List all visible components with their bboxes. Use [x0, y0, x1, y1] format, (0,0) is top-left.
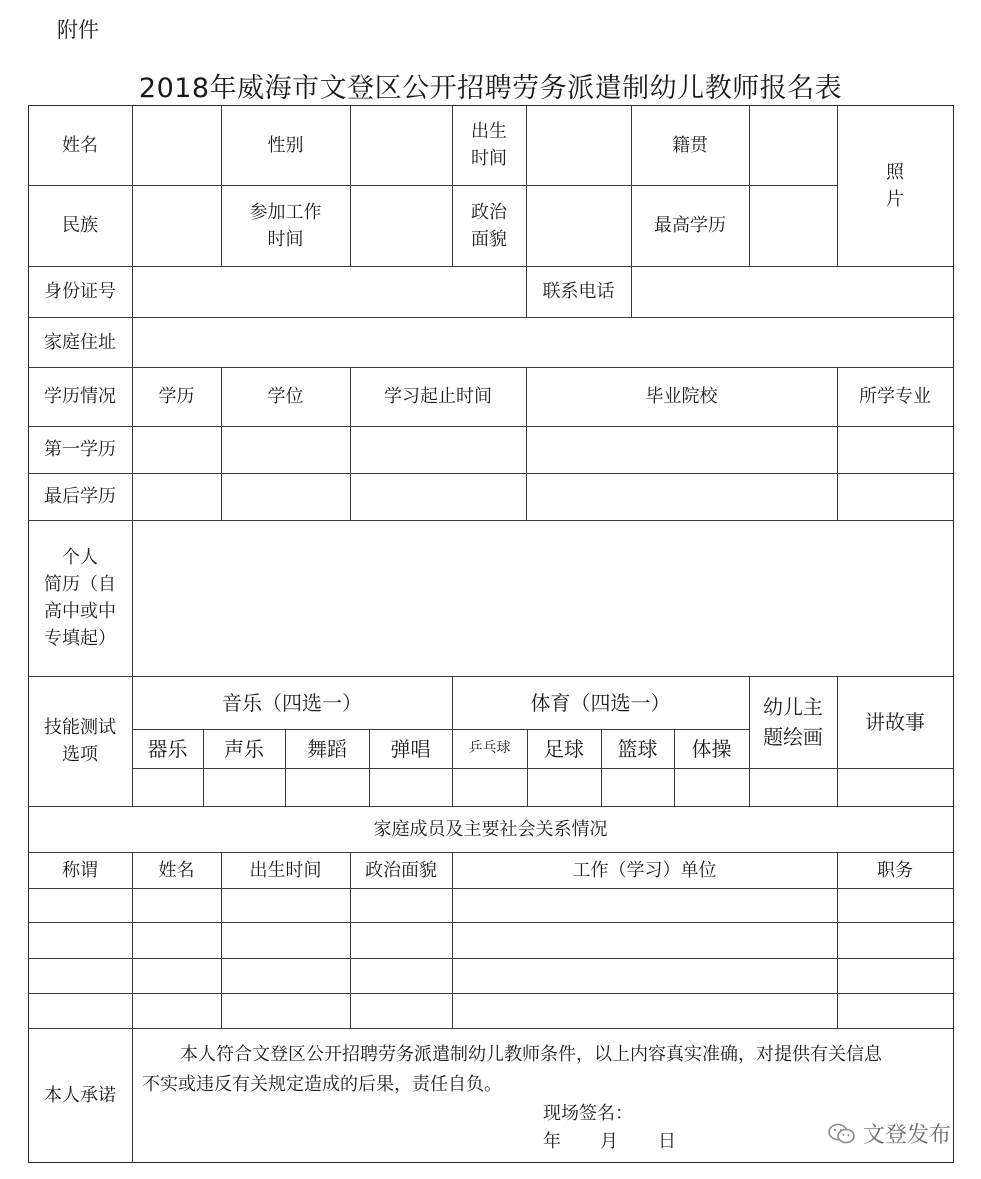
- form-title: 2018年威海市文登区公开招聘劳务派遣制幼儿教师报名表: [138, 73, 843, 104]
- grid-line: [28, 473, 954, 474]
- grid-line: [749, 105, 750, 267]
- name-label: 姓名: [62, 134, 98, 156]
- last-degree-label: 最后学历: [44, 486, 116, 507]
- skills-label: 技能测试 选项: [44, 717, 116, 765]
- family-section-title: 家庭成员及主要社会关系情况: [373, 818, 608, 840]
- grid-line: [28, 266, 954, 267]
- education-header: 学位: [267, 386, 304, 407]
- watermark: [827, 1118, 951, 1149]
- grid-line: [28, 317, 954, 318]
- grid-line: [350, 105, 351, 267]
- attachment-label: 附件: [57, 18, 99, 42]
- education-header: 学历: [158, 386, 195, 407]
- pledge-line-1: 本人符合文登区公开招聘劳务派遣制幼儿教师条件，以上内容真实准确，对提供有关信息: [180, 1044, 882, 1065]
- date-month: 月: [600, 1131, 618, 1152]
- pledge-label: 本人承诺: [44, 1084, 116, 1106]
- sports-header: 体育（四选一）: [530, 690, 671, 715]
- origin-label: 籍贯: [672, 134, 708, 156]
- drawing-label: 幼儿主 题绘画: [763, 695, 823, 749]
- birth-label: 出生 时间: [471, 121, 507, 169]
- first-degree-label: 第一学历: [44, 439, 116, 460]
- wechat-icon: [827, 1122, 857, 1146]
- grid-line: [28, 1028, 954, 1029]
- work-start-label: 参加工作 时间: [249, 201, 322, 250]
- grid-line: [526, 105, 527, 267]
- grid-line: [132, 768, 954, 769]
- political-label: 政治 面貌: [471, 201, 507, 250]
- grid-line: [28, 993, 954, 994]
- education-header: 毕业院校: [645, 386, 718, 407]
- grid-line: [132, 852, 133, 1163]
- sports-item: 篮球: [617, 736, 658, 761]
- family-header: 姓名: [158, 859, 195, 881]
- education-header: 学习起止时间: [384, 386, 492, 407]
- grid-line: [28, 888, 954, 889]
- grid-line: [28, 520, 954, 521]
- photo-label: 照 片: [886, 161, 904, 210]
- grid-line: [631, 266, 632, 318]
- music-header: 音乐（四选一）: [222, 690, 362, 715]
- signature-label: 现场签名：: [543, 1103, 633, 1124]
- date-year: 年: [543, 1131, 561, 1152]
- sports-item: 乒乓球: [468, 740, 511, 756]
- ethnicity-label: 民族: [62, 215, 98, 236]
- music-item: 舞蹈: [307, 736, 347, 761]
- gender-label: 性别: [267, 134, 304, 156]
- education-header: 所学专业: [859, 386, 931, 407]
- family-header: 职务: [877, 859, 913, 881]
- sports-item: 足球: [544, 736, 584, 761]
- music-item: 声乐: [224, 736, 264, 761]
- highest-edu-label: 最高学历: [654, 215, 726, 236]
- grid-line: [28, 958, 954, 959]
- resume-label: 个人 简历（自 高中或中 专填起）: [44, 547, 116, 649]
- education-label: 学历情况: [44, 386, 116, 407]
- family-header: 政治面貌: [365, 859, 437, 881]
- id-number-label: 身份证号: [44, 281, 116, 302]
- music-item: 器乐: [147, 736, 188, 761]
- grid-line: [28, 426, 954, 427]
- family-header: 称谓: [62, 859, 98, 881]
- phone-label: 联系电话: [542, 281, 615, 302]
- story-label: 讲故事: [865, 710, 925, 734]
- date-day: 日: [658, 1131, 676, 1152]
- sports-item: 体操: [691, 736, 732, 761]
- grid-line: [28, 922, 954, 923]
- family-header: 工作（学习）单位: [572, 859, 717, 881]
- music-item: 弹唱: [390, 736, 431, 761]
- address-label: 家庭住址: [44, 331, 116, 353]
- family-header: 出生时间: [249, 859, 322, 881]
- watermark-text: 文登发布: [862, 1123, 951, 1148]
- pledge-line-2: 不实或违反有关规定造成的后果，责任自负。: [142, 1074, 502, 1095]
